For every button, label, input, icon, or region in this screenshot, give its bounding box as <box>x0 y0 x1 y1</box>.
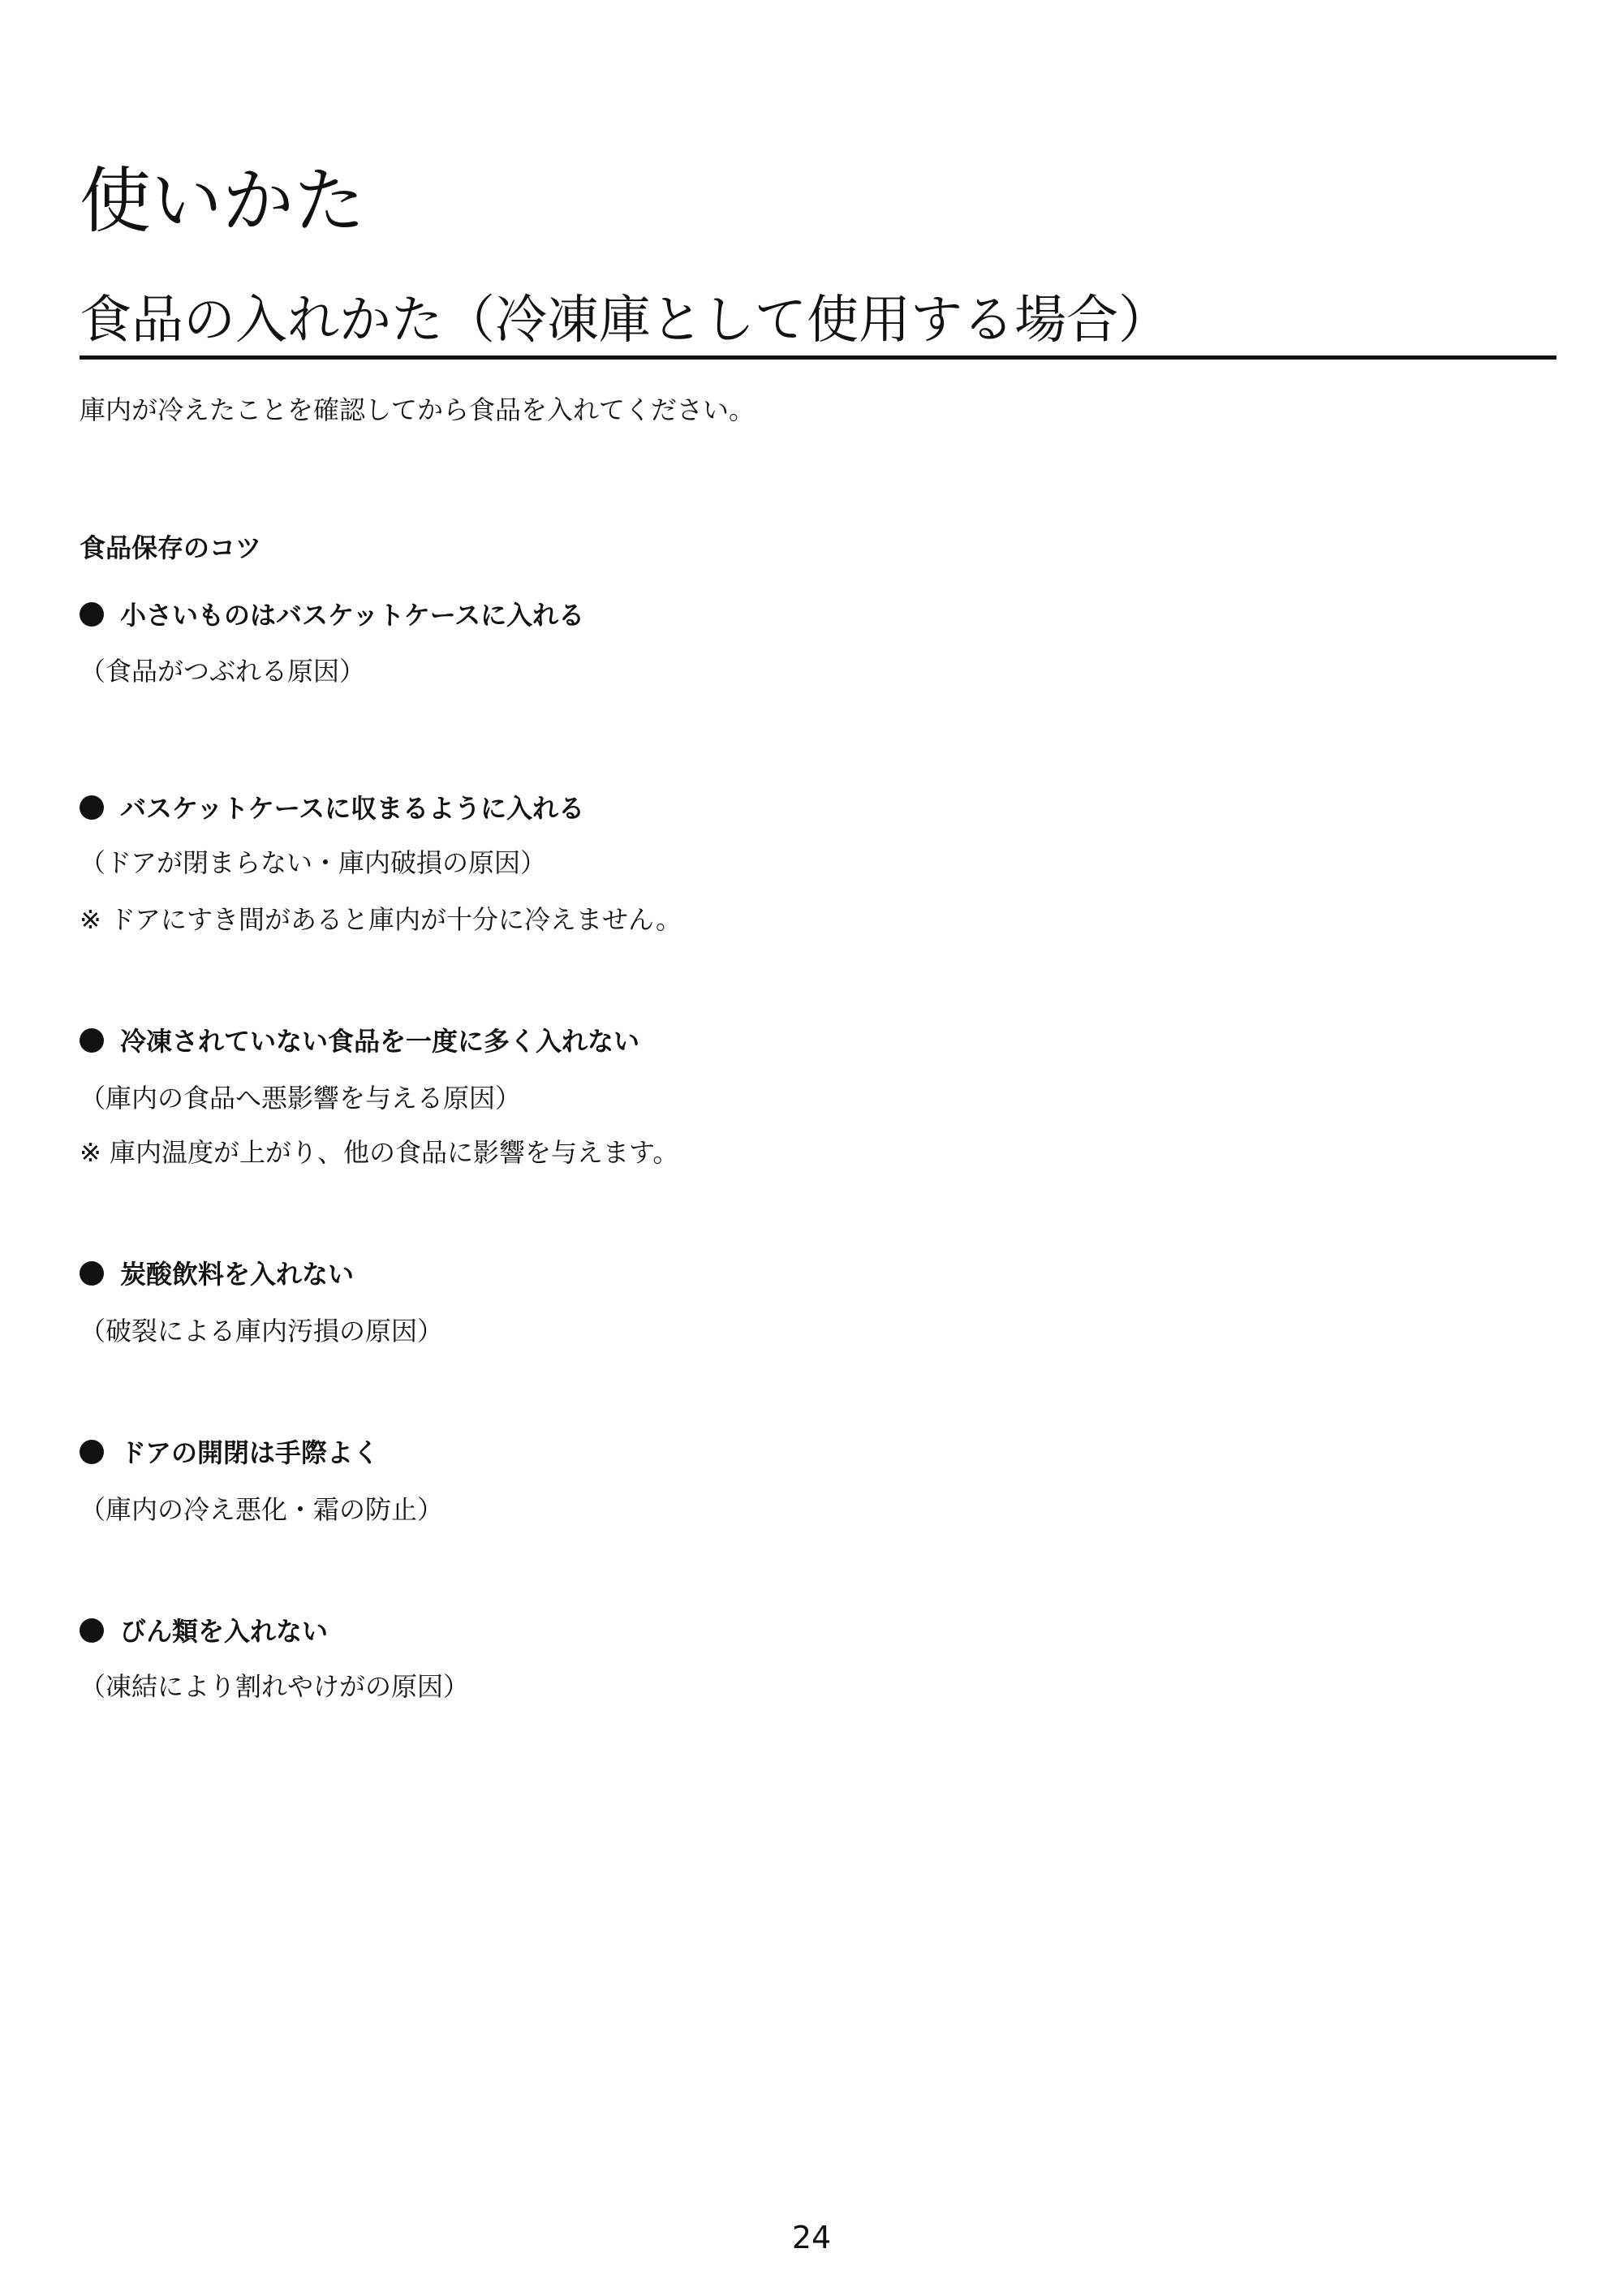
tip-title-text: びん類を入れない <box>120 1616 329 1647</box>
tip-title-text: 冷凍されていない食品を一度に多く入れない <box>120 1026 640 1057</box>
tip-title-text: 小さいものはバスケットケースに入れる <box>120 600 585 631</box>
bullet-icon <box>80 1440 104 1464</box>
page-title: 使いかた <box>80 159 366 243</box>
tip-note: （凍結により割れやけがの原因） <box>80 1671 470 1702</box>
tip-note: （庫内の冷え悪化・霜の防止） <box>80 1494 444 1525</box>
bullet-icon <box>80 1028 104 1053</box>
bullet-icon <box>80 602 104 627</box>
tip-note: （ドアが閉まらない・庫内破損の原因） <box>80 847 547 878</box>
intro-text: 庫内が冷えたことを確認してから食品を入れてください。 <box>80 394 756 425</box>
tip-note: ※ ドアにすき間があると庫内が十分に冷えません。 <box>80 904 682 935</box>
tip-note: （庫内の食品へ悪影響を与える原因） <box>80 1083 522 1114</box>
tip-title-text: ドアの開閉は手際よく <box>120 1437 380 1468</box>
tip-title <box>80 792 584 826</box>
tip-note: （食品がつぶれる原因） <box>80 656 366 687</box>
bullet-icon <box>80 1618 104 1643</box>
tip-title-text: バスケットケースに収まるように入れる <box>120 793 585 824</box>
tip-note: ※ 庫内温度が上がり、他の食品に影響を与えます。 <box>80 1137 679 1168</box>
tip-title <box>80 1437 379 1471</box>
tip-title <box>80 1258 354 1292</box>
tip-title <box>80 1615 328 1649</box>
bullet-icon <box>80 795 104 820</box>
page-number: 24 <box>791 2220 832 2255</box>
section-title <box>80 284 1556 360</box>
tip-title <box>80 1025 639 1059</box>
bullet-icon <box>80 1261 104 1286</box>
tip-note: （破裂による庫内汚損の原因） <box>80 1316 444 1346</box>
tip-title-text: 炭酸飲料を入れない <box>120 1259 355 1290</box>
section-title-text: 食品の入れかた（冷凍庫として使用する場合） <box>80 290 1170 351</box>
tips-heading: 食品保存のコツ <box>80 532 262 563</box>
tip-title <box>80 599 584 633</box>
